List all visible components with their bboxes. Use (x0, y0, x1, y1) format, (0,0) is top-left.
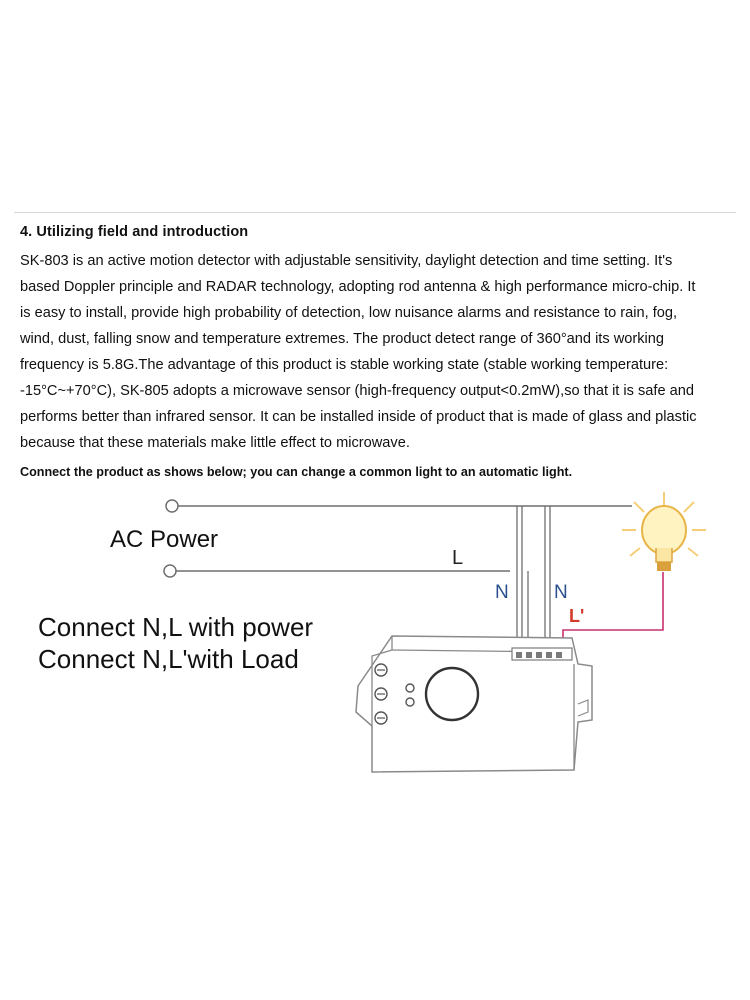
light-bulb-icon (622, 492, 706, 571)
paragraph-line: frequency is 5.8G.The advantage of this product is stable working state (stable working temperature: (20, 357, 669, 373)
intro-paragraph (20, 248, 738, 456)
paragraph-line: based Doppler principle and RADAR technology, adopting rod antenna & high performance micro-chip. It (20, 279, 696, 295)
paragraph-line: is easy to install, provide high probability of detection, low nuisance alarms and resistance to rain, fog, (20, 305, 678, 321)
wire-lprime-label: L' (569, 606, 585, 626)
section-heading: 4. Utilizing field and introduction (20, 224, 249, 240)
paragraph-line: because that these materials make little effect to microwave. (20, 435, 410, 451)
paragraph-line: -15°C~+70°C), SK-805 adopts a microwave sensor (high-frequency output<0.2mW),so that it is safe and (20, 383, 694, 399)
section-divider (14, 212, 736, 213)
sensor-module (356, 636, 592, 772)
wire-l-drop (517, 506, 522, 650)
wire-n-label-1: N (495, 582, 509, 603)
wire-n-label-2: N (554, 582, 568, 603)
instruction-line-2: Connect N,L'with Load (38, 644, 299, 674)
paragraph-line: performs better than infrared sensor. It can be installed inside of product that is made of glass and plastic (20, 409, 697, 425)
connection-note: Connect the product as shows below; you can change a common light to an automatic light. (20, 465, 573, 479)
wiring-diagram (0, 480, 750, 800)
ac-terminal-bottom (164, 565, 176, 577)
paragraph-line: SK-803 is an active motion detector with adjustable sensitivity, daylight detection and time setting. It's (20, 253, 673, 269)
wire-n-drop-2 (545, 506, 550, 652)
paragraph-line: wind, dust, falling snow and temperature extremes. The product detect range of 360°and its working (20, 331, 664, 347)
ac-power-label: AC Power (110, 526, 219, 553)
wire-l-label: L (452, 547, 464, 569)
ac-terminal-top (166, 500, 178, 512)
instruction-line-1: Connect N,L with power (38, 612, 314, 642)
